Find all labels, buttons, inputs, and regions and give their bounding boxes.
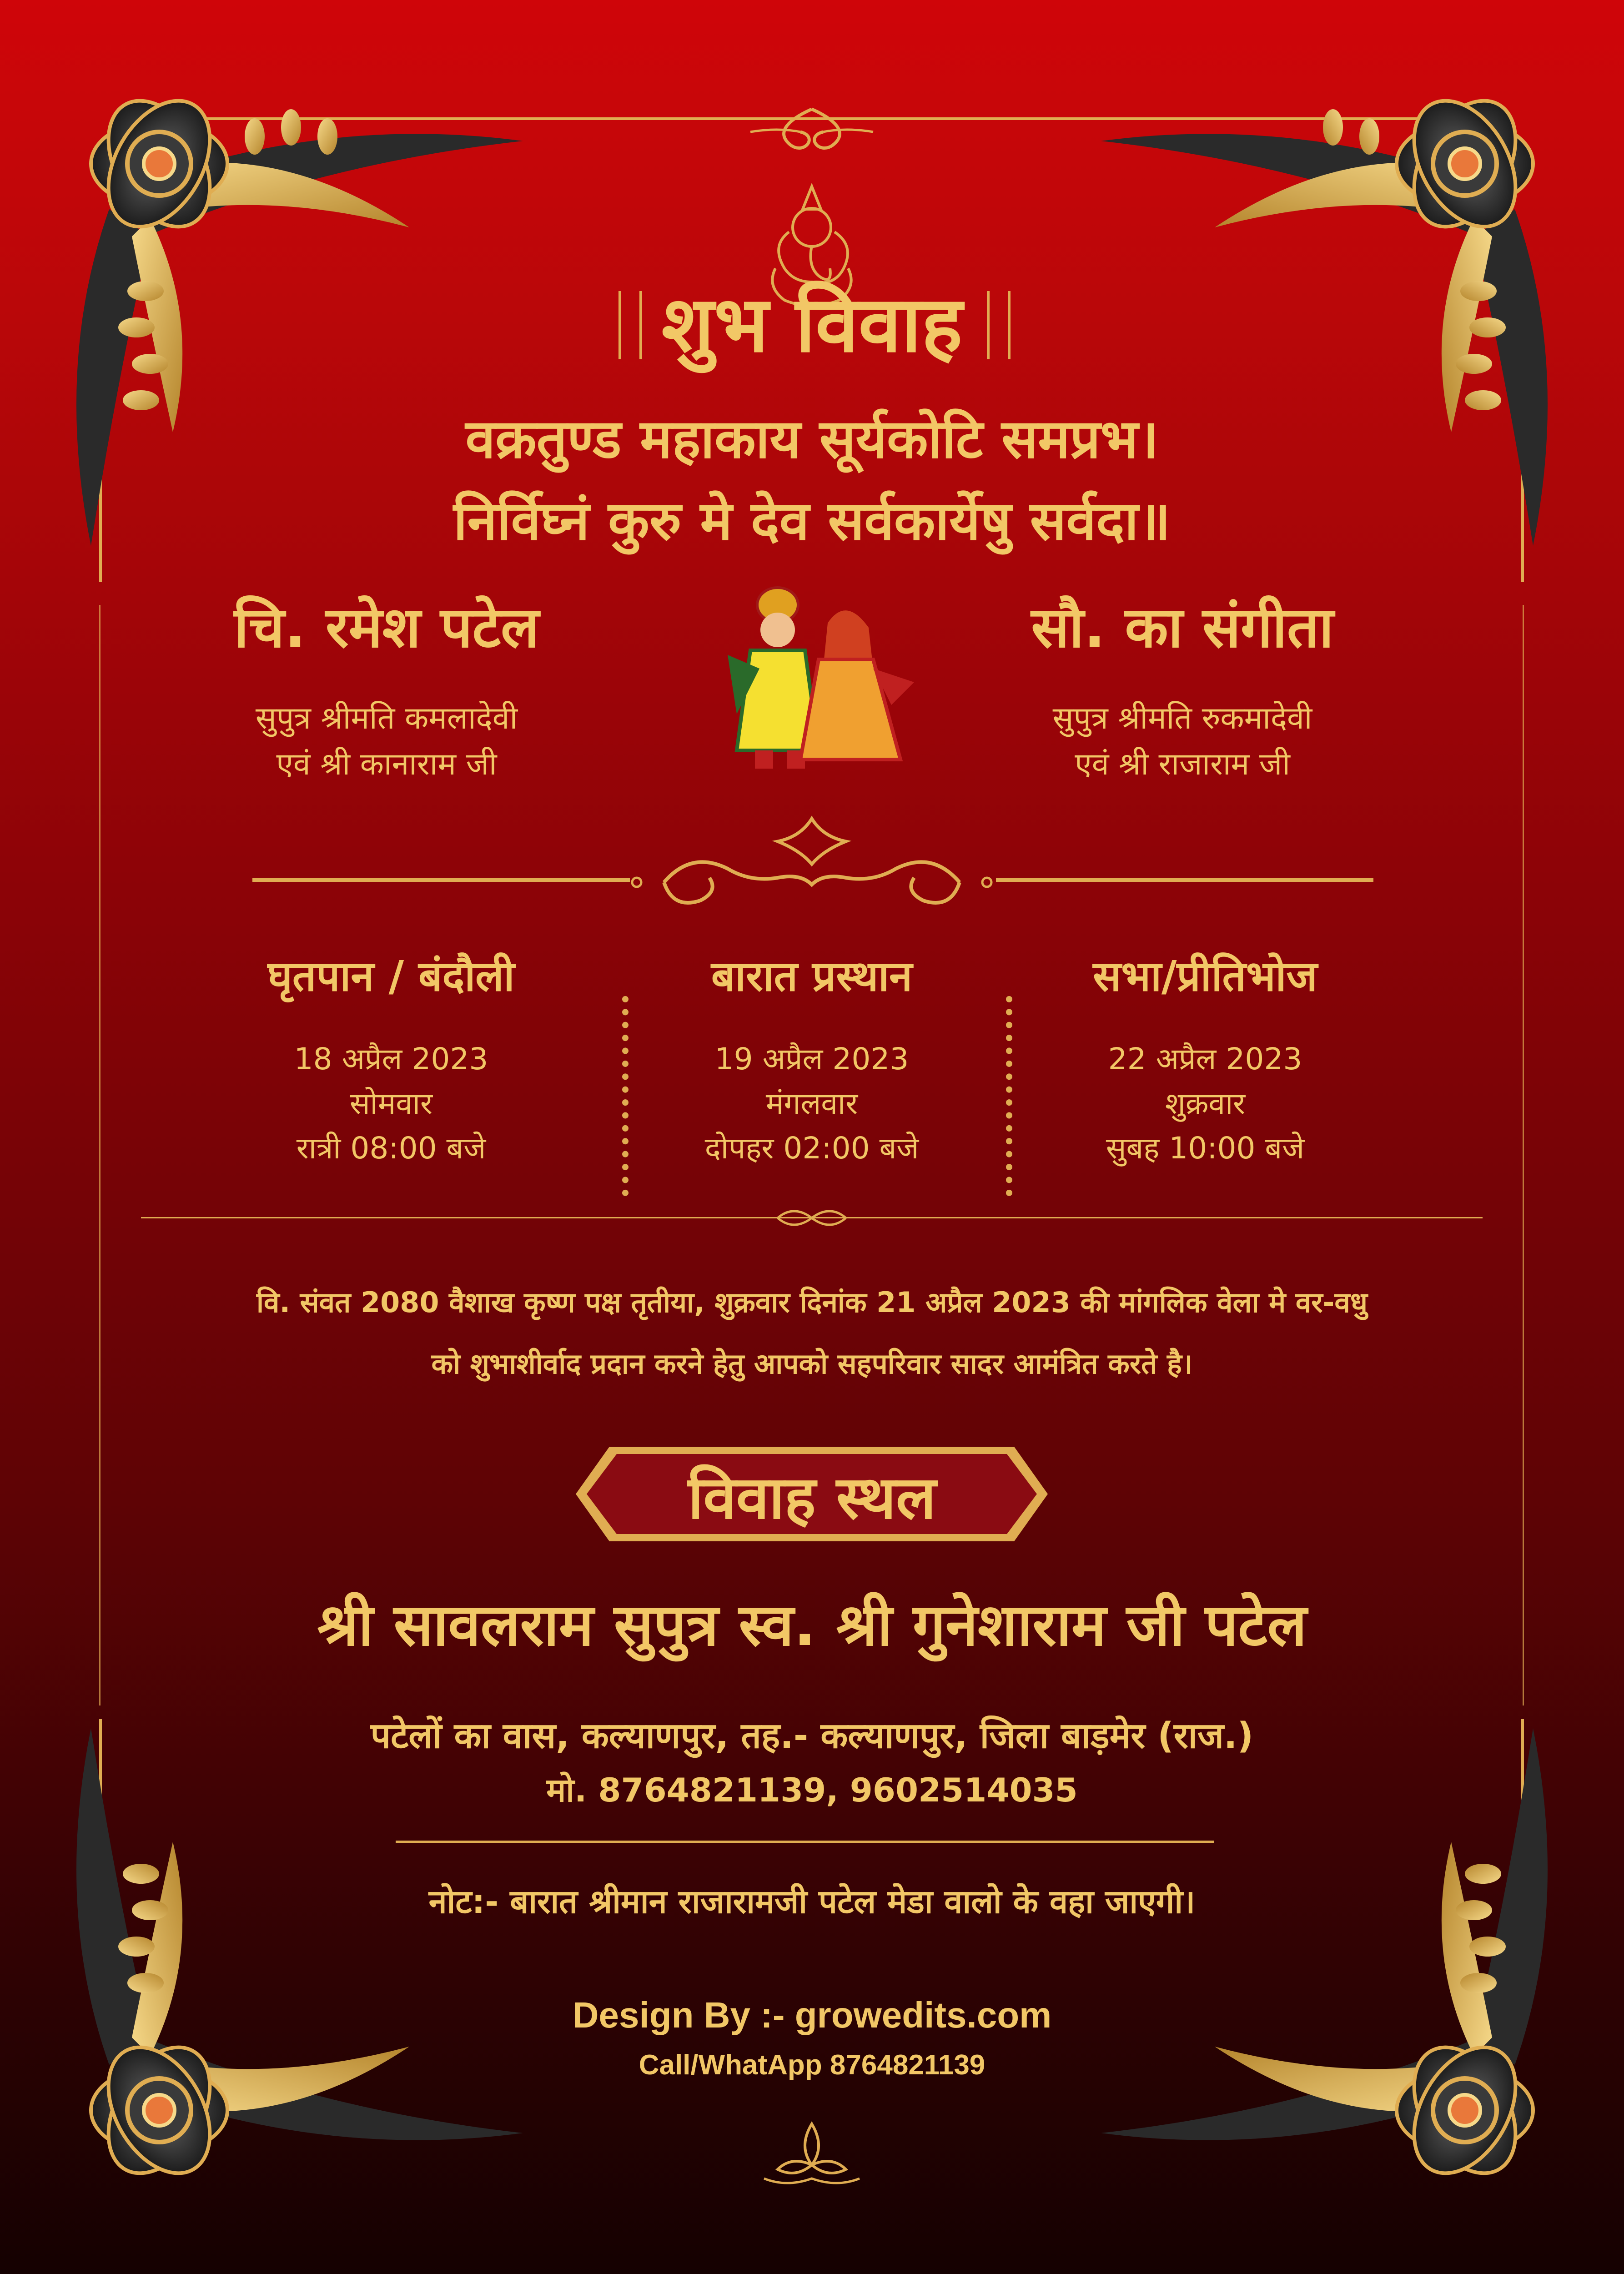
event-2 (584, 946, 1039, 1171)
invitation-line-1: वि. संवत 2080 वैशाख कृष्ण पक्ष तृतीया, शुक्रवार दिनांक 21 अप्रैल 2023 की मांगलिक वेला मे वर-वधु (256, 1286, 1368, 1319)
event-time: रात्री 08:00 बजे (296, 1131, 486, 1166)
event-day: सोमवार (350, 1086, 432, 1121)
bride-parents-1: सुपुत्र श्रीमति रुकमादेवी (1052, 700, 1312, 736)
frame-left-thin (99, 605, 101, 1706)
couple-illustration (700, 578, 928, 778)
event-separator (622, 996, 628, 1196)
divider-left (252, 878, 630, 882)
event-separator (1006, 996, 1012, 1196)
design-credit: Design By :- growedits.com (572, 1995, 1052, 2035)
event-title: बारात प्रस्थान (711, 952, 913, 1001)
bride-name: सौ. का संगीता (1031, 595, 1334, 660)
small-ornament-icon (773, 1204, 850, 1232)
venue-host: श्री सावलराम सुपुत्र स्व. श्री गुनेशाराम जी पटेल (317, 1591, 1307, 1659)
shloka-line-2: निर्विघ्नं कुरु मे देव सर्वकार्येषु सर्वदा॥ (453, 489, 1171, 552)
event-date: 22 अप्रैल 2023 (1108, 1041, 1302, 1077)
venue-address: पटेलों का वास, कल्याणपुर, तह.- कल्याणपुर, जिला बाड़मेर (राज.) (370, 1716, 1254, 1756)
venue-phone: मो. 8764821139, 9602514035 (546, 1771, 1078, 1809)
groom-block (136, 587, 637, 784)
page-title: शुभ विवाह (661, 280, 963, 370)
venue-divider (396, 1841, 1214, 1843)
swirl-ornament-icon (746, 100, 878, 164)
bride-parents-2: एवं श्री राजाराम जी (1075, 746, 1290, 782)
event-day: शुक्रवार (1165, 1086, 1246, 1121)
venue-banner-label: विवाह स्थल (688, 1463, 936, 1532)
groom-parents-2: एवं श्री कानाराम जी (276, 746, 497, 782)
swirl-divider-icon (628, 810, 996, 919)
invitation-line-2: को शुभाशीर्वाद प्रदान करने हेतु आपको सहपरिवार सादर आमंत्रित करते है। (431, 1347, 1193, 1380)
bride-block (932, 587, 1433, 784)
shloka-line-1: वक्रतुण्ड महाकाय सूर्यकोटि समप्रभ। (465, 408, 1159, 470)
frame-right-thin (1523, 605, 1524, 1706)
event-day: मंगलवार (765, 1086, 858, 1121)
event-date: 18 अप्रैल 2023 (294, 1041, 488, 1077)
event-title: घृतपान / बंदौली (267, 952, 515, 1001)
contact-credit: Call/WhatApp 8764821139 (639, 2049, 985, 2081)
note-text: नोट:- बारात श्रीमान राजारामजी पटेल मेडा वालो के वहा जाएगी। (428, 1882, 1196, 1921)
event-3 (978, 946, 1433, 1171)
event-date: 19 अप्रैल 2023 (714, 1041, 909, 1077)
event-title: सभा/प्रीतिभोज (1093, 952, 1317, 1001)
groom-parents-1: सुपुत्र श्रीमति कमलादेवी (255, 700, 518, 736)
lotus-icon (755, 2119, 869, 2192)
divider-right (996, 878, 1373, 882)
event-time: सुबह 10:00 बजे (1106, 1131, 1305, 1166)
event-1 (164, 946, 618, 1171)
title-bars-right (987, 291, 1011, 359)
event-time: दोपहर 02:00 बजे (704, 1131, 919, 1166)
title-bars-left (618, 291, 642, 359)
groom-name: चि. रमेश पटेल (234, 595, 539, 660)
